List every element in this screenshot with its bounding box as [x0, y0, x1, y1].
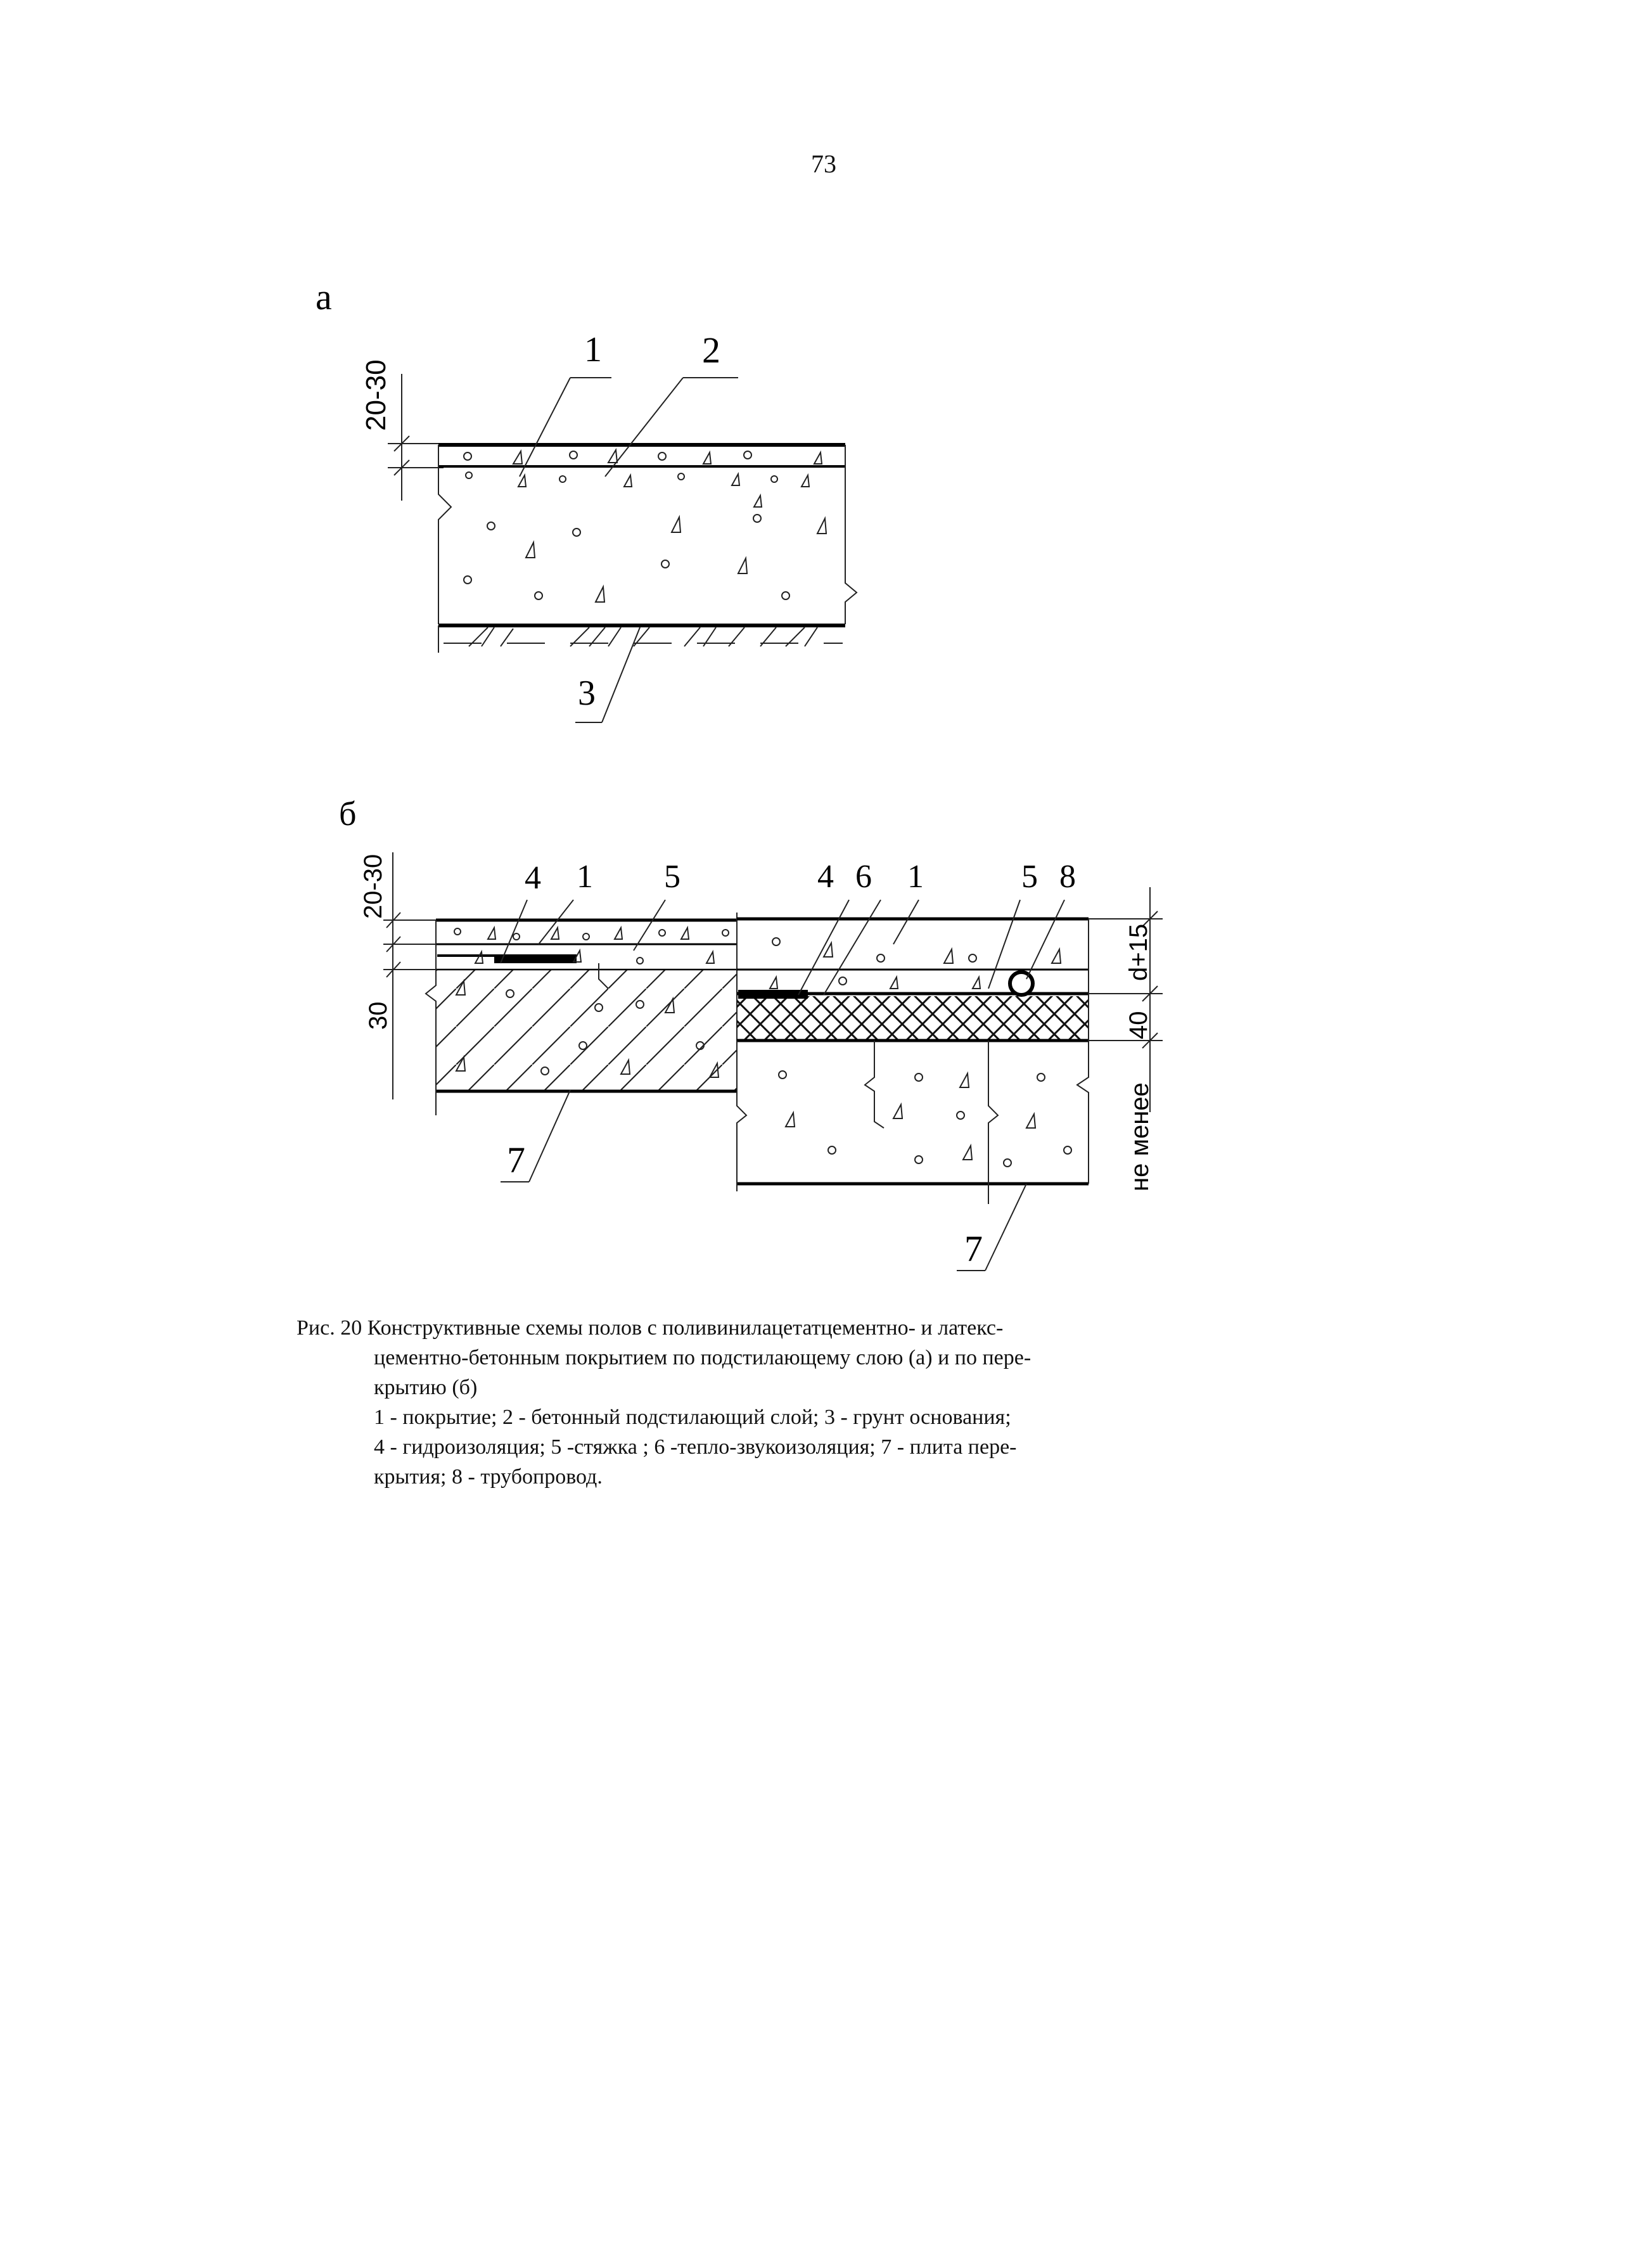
caption-line-2: цементно-бетонным покрытием по подстилающему слою (а) и по пере- — [374, 1346, 1032, 1369]
panel-label-a: а — [316, 276, 332, 317]
dimension-b-right-top: d+15 — [1125, 923, 1153, 981]
panel-label-b: б — [339, 795, 357, 833]
dimension-b-right-bottom: 40 — [1125, 1011, 1153, 1039]
callout-a-3: 3 — [578, 674, 596, 713]
dimension-a-label: 20-30 — [361, 359, 392, 431]
caption-line-4: 1 - покрытие; 2 - бетонный подстилающий слой; 3 - грунт основания; — [374, 1406, 1011, 1429]
callout-b-7-left: 7 — [507, 1139, 525, 1181]
slab-right — [737, 919, 1089, 1204]
dimension-b-left — [383, 852, 437, 1099]
callout-b-8-right: 8 — [1059, 859, 1076, 895]
pipe-icon — [1010, 972, 1033, 995]
soil-hatching-a — [438, 625, 843, 653]
callout-b-4-left: 4 — [525, 860, 541, 896]
dimension-a-thickness — [388, 374, 444, 501]
callout-b-7-right: 7 — [964, 1228, 983, 1269]
caption-line-3: крытию (б) — [374, 1376, 478, 1399]
callout-b-1-right: 1 — [907, 859, 924, 895]
caption-line-6: крытия; 8 - трубопровод. — [374, 1465, 603, 1489]
aggregate-marks-a — [464, 450, 826, 602]
dimension-b-left-top: 20-30 — [359, 854, 387, 919]
callout-b-4-right: 4 — [817, 859, 834, 895]
slab-left — [426, 913, 737, 1115]
callout-a-1: 1 — [584, 330, 602, 369]
caption-line-1: Рис. 20 Конструктивные схемы полов с поливинилацетатцементно- и латекс- — [297, 1316, 1004, 1340]
callout-b-1-left: 1 — [577, 859, 593, 895]
diagram-b — [339, 795, 1163, 1271]
dimension-b-right — [1089, 887, 1163, 1112]
callout-b-5-right: 5 — [1021, 859, 1038, 895]
leaders-a — [520, 378, 738, 722]
dimension-b-right-note: не менее — [1126, 1082, 1154, 1191]
callout-b-6-right: 6 — [855, 859, 872, 895]
layer-coating-a — [438, 445, 845, 482]
page-number: 73 — [811, 150, 836, 178]
caption-line-5: 4 - гидроизоляция; 5 -стяжка ; 6 -тепло-звукоизоляция; 7 - плита пере- — [374, 1435, 1017, 1459]
layer-concrete-underlayer-a — [438, 482, 857, 624]
dimension-b-left-bottom: 30 — [364, 1001, 392, 1030]
diagram-a — [316, 276, 857, 722]
callout-a-2: 2 — [702, 330, 720, 371]
callout-b-5-left: 5 — [664, 859, 680, 895]
figure-caption — [297, 1313, 1196, 1492]
